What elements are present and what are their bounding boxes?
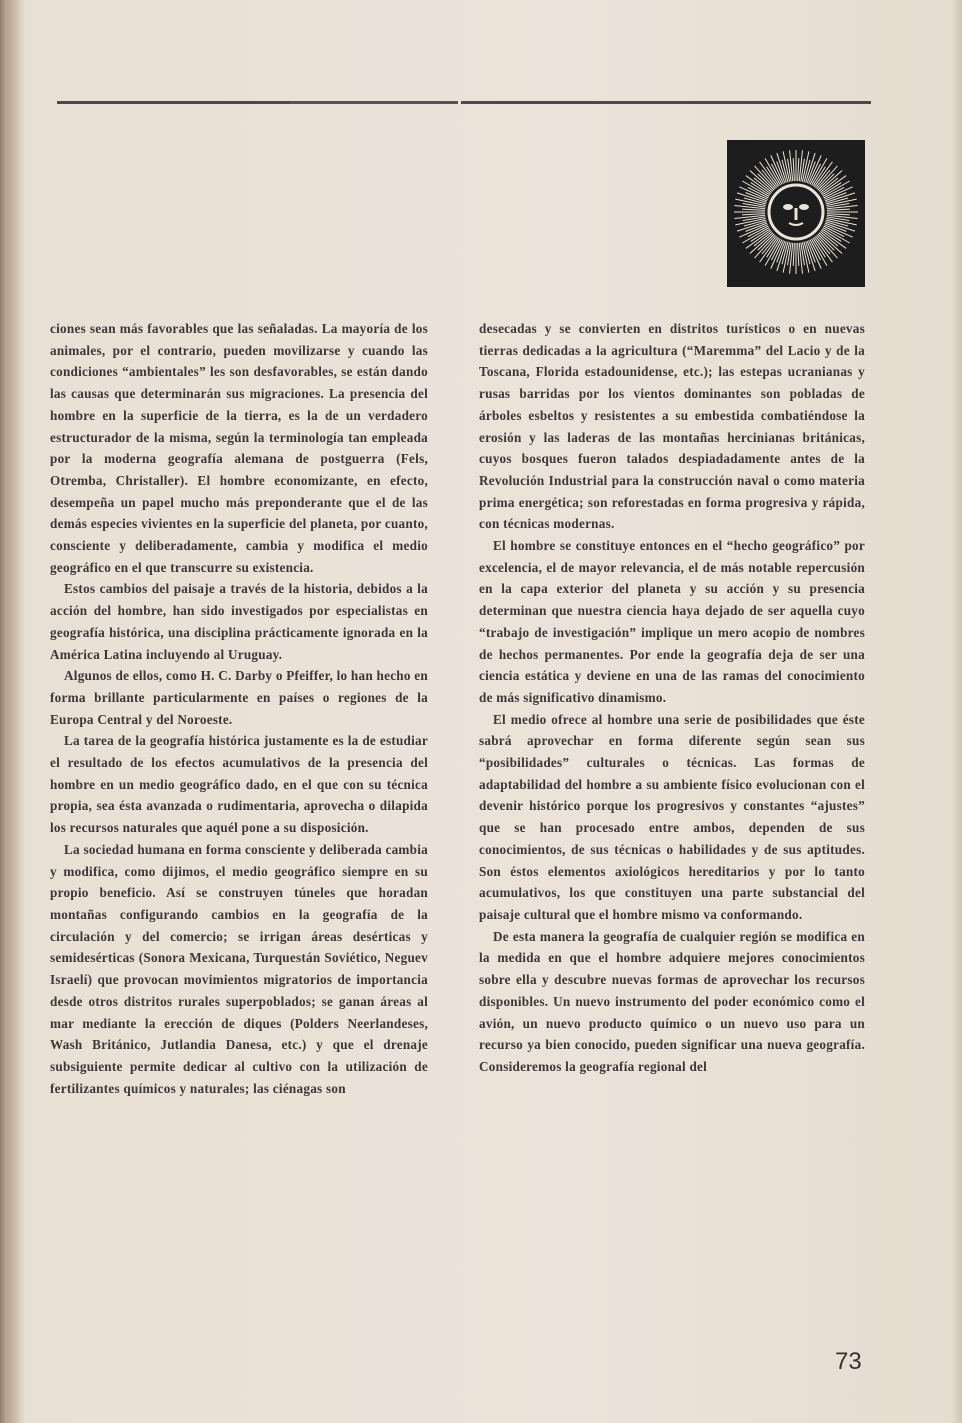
paragraph: Estos cambios del paisaje a través de la historia, debidos a la acción del hombre, han sido investigados por especialistas en geografía histórica, una disciplina prácticamente ignorada en la América Latina incluyendo al Uruguay. [50, 581, 428, 662]
right-text-column [479, 318, 865, 1078]
paragraph: desecadas y se convierten en distritos turísticos o en nuevas tierras dedicadas a la agricultura (“Maremma” del Lacio y de la Toscana, Florida estadounidense, etc.); las estepas ucranianas y rusas barridas por los vientos dominantes son pobladas de árboles esbeltos y resistentes a su embestida combatiéndose la erosión y las laderas de las montañas hercinianas británicas, cuyos bosques fueron talados despiadadamente antes de la Revolución Industrial para la construcción naval o como materia prima energética; son reforestadas en forma progresiva y rápida, con técnicas modernas. [479, 321, 865, 532]
header-rule [461, 101, 871, 104]
paragraph: La tarea de la geografía histórica justamente es la de estudiar el resultado de los efectos acumulativos de la presencia del hombre en un medio geográfico dado, en el que con su técnica propia, sea ésta avanzada o rudimentaria, aprovecha o dilapida los recursos naturales que aquél pone a su disposición. [50, 733, 428, 836]
paragraph: El hombre se constituye entonces en el “hecho geográfico” por excelencia, el de mayor relevancia, el de más notable repercusión en la capa exterior del planeta y su acción y su presencia determinan que nuestra ciencia haya dejado de ser aquella cuyo “trabajo de investigación” implique un mero acopio de nombres de hechos permanentes. Por ende la geografía deja de ser una ciencia estática y deviene en una de las ramas del conocimiento de más significativo dinamismo. [479, 538, 865, 705]
page-number: 73 [835, 1348, 862, 1375]
paragraph: El medio ofrece al hombre una serie de posibilidades que éste sabrá aprovechar en forma diferente según sean sus “posibilidades” culturales o técnicas. Las formas de adaptabilidad del hombre a su ambiente físico evolucionan con el devenir histórico porque los progresivos y constantes “ajustes” que se han procesado entre ambos, dependen de sus conocimientos, de sus técnicas o habilidades y de sus aptitudes. Son éstos elementos axiológicos hereditarios y por lo tanto acumulativos, los que constituyen una parte substancial del paisaje cultural que el hombre mismo va conformando. [479, 711, 865, 922]
sun-face-icon [727, 140, 865, 287]
paragraph: Algunos de ellos, como H. C. Darby o Pfeiffer, lo han hecho en forma brillante particularmente en países o regiones de la Europa Central y del Noroeste. [50, 668, 428, 727]
paragraph: ciones sean más favorables que las señaladas. La mayoría de los animales, por el contrario, pueden movilizarse y cuando las condiciones “ambientales” les son desfavorables, se están dando las causas que determinarán sus migraciones. La presencia del hombre en la superficie de la tierra, es la de un verdadero estructurador de la misma, según la terminología tan empleada por la moderna geografía alemana de postguerra (Fels, Otremba, Christaller). El hombre economizante, en efecto, desempeña un papel mucho más preponderante que el de las demás especies vivientes en la superficie del planeta, por cuanto, consciente y deliberadamente, cambia y modifica el medio geográfico en el que transcurre su existencia. [50, 321, 428, 575]
paragraph: La sociedad humana en forma consciente y deliberada cambia y modifica, como dijimos, el medio geográfico siempre en su propio beneficio. Así se construyen túneles que horadan montañas configurando cambios en la geografía de la circulación y del comercio; se irrigan áreas desérticas y semidesérticas (Sonora Mexicana, Turquestán Soviético, Neguev Israelí) que provocan movimientos migratorios de importancia desde otros distritos rurales superpoblados; se ganan áreas al mar mediante la erección de diques (Polders Neerlandeses, Wash Británico, Jutlandia Danesa, etc.) y que el drenaje subsiguiente permite dedicar al cultivo con la utilización de fertilizantes químicos y naturales; las ciénagas son [50, 841, 428, 1096]
paragraph: De esta manera la geografía de cualquier región se modifica en la medida en que el hombre adquiere mejores conocimientos sobre ella y descubre nuevas formas de aprovechar los recursos disponibles. Un nuevo instrumento del poder económico como el avión, un nuevo producto químico o un nuevo uso para un recurso ya bien conocido, pueden significar una nueva geografía. Consideremos la geografía regional del [479, 928, 865, 1074]
header-rule [290, 101, 458, 104]
page-edge [952, 0, 962, 1423]
header-rule [57, 101, 290, 104]
left-text-column [50, 318, 428, 1099]
binding-shadow [0, 0, 26, 1423]
